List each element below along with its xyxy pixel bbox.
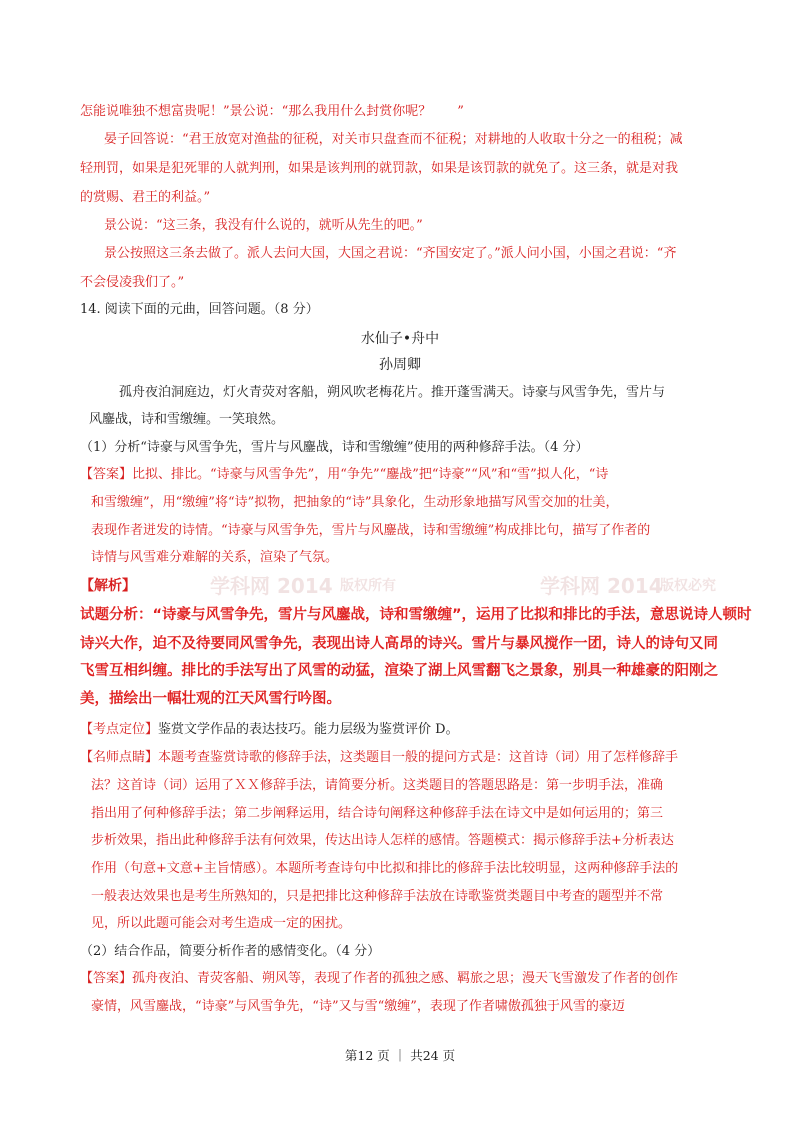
analysis-line-1: 试题分析：“诗豪与风雪争先，雪片与风鏖战，诗和雪缴缠”，运用了比拟和排比的手法，意思说诗人顿时 bbox=[80, 607, 752, 623]
page-footer: 第12 页 ｜ 共24 页 bbox=[344, 1048, 456, 1063]
sub1-answer-line-3: 表现作者迸发的诗情。“诗豪与风雪争先，雪片与风鏖战，诗和雪缴缠”构成排比句，描写了作者的 bbox=[91, 523, 651, 538]
question-14-stem: 14. 阅读下面的元曲，回答问题。（8 分） bbox=[80, 302, 319, 317]
sub2-answer-line-1 bbox=[80, 970, 800, 988]
sub1-answer-line-2: 和雪缴缠”，用“缴缠”将“诗”拟物，把抽象的“诗”具象化，生动形象地描写风雪交加的壮美， bbox=[91, 495, 619, 510]
sub-question-1: （1）分析“诗豪与风雪争先，雪片与风鏖战，诗和雪缴缠”使用的两种修辞手法。（4 分） bbox=[80, 440, 589, 455]
teacher-comment-tag: 【名师点睛】 bbox=[80, 750, 159, 765]
passage-line-4: 的赏赐、君王的利益。” bbox=[80, 190, 211, 205]
test-point bbox=[80, 721, 800, 739]
sub2-answer-line-2: 豪情，风雪鏖战，“诗豪”与风雪争先，“诗”又与雪“缴缠”，表现了作者啸傲孤独于风雪的豪迈 bbox=[91, 999, 625, 1014]
passage-line-2: 晏子回答说：“君王放宽对渔盐的征税，对关市只盘查而不征税；对耕地的人收取十分之一的租税；减 bbox=[104, 132, 683, 147]
analysis-heading: 【解析】 bbox=[80, 578, 136, 594]
answer-tag: 【答案】 bbox=[80, 467, 133, 482]
analysis-line-3: 飞雪互相纠缠。排比的手法写出了风雪的动猛，渲染了湖上风雪翻飞之景象，别具一种雄豪的阳刚之 bbox=[80, 663, 718, 679]
watermark-3: 学科网 2014 bbox=[540, 574, 663, 598]
teacher-comment-line-4: 步析效果，指出此种修辞手法有何效果，传达出诗人怎样的感情。答题模式：揭示修辞手法+分析表达 bbox=[91, 833, 674, 848]
sub2-answer-text-1: 孤舟夜泊、青荧客船、朔风等，表现了作者的孤独之感、羁旅之思；漫天飞雪激发了作者的创作 bbox=[132, 971, 679, 986]
poem-author: 孙周卿 bbox=[379, 357, 421, 373]
answer-tag: 【答案】 bbox=[80, 971, 133, 986]
teacher-comment-line-7: 见，所以此题可能会对考生造成一定的困扰。 bbox=[91, 916, 352, 931]
test-point-text: 鉴赏文学作品的表达技巧。能力层级为鉴赏评价 D。 bbox=[158, 722, 459, 737]
watermark-1: 学科网 2014 bbox=[210, 574, 333, 598]
sub1-answer-text-1: 比拟、排比。“诗豪与风雪争先”，用“争先”“鏖战”把“诗豪”“风”和“雪”拟人化，“诗 bbox=[132, 467, 609, 482]
watermark-4: 版权必究 bbox=[660, 578, 716, 594]
sub1-answer-line-1 bbox=[80, 466, 800, 484]
poem-line-2: 风鏖战，诗和雪缴缠。一笑琅然。 bbox=[89, 412, 285, 427]
poem-line-1: 孤舟夜泊洞庭边，灯火青荧对客船，朔风吹老梅花片。推开蓬雪满天。诗豪与风雪争先，雪片与 bbox=[119, 385, 666, 400]
teacher-comment-line-6: 一般表达效果也是考生所熟知的，只是把排比这种修辞手法放在诗歌鉴赏类题目中考查的题型并不常 bbox=[91, 889, 664, 904]
sub-question-2: （2）结合作品，简要分析作者的感情变化。（4 分） bbox=[80, 944, 381, 959]
sub1-answer-line-4: 诗情与风雪难分难解的关系，渲染了气氛。 bbox=[91, 550, 339, 565]
analysis-line-4: 美，描绘出一幅壮观的江天风雪行吟图。 bbox=[80, 691, 341, 707]
teacher-comment-line-2: 法？这首诗（词）运用了ＸＸ修辞手法，请简要分析。这类题目的答题思路是：第一步明手法，准确 bbox=[91, 778, 664, 793]
teacher-comment-line-3: 指出用了何种修辞手法；第二步阐释运用，结合诗句阐释这种修辞手法在诗文中是如何运用的；第三 bbox=[91, 806, 664, 821]
test-point-tag: 【考点定位】 bbox=[80, 722, 159, 737]
teacher-comment-line-5: 作用（句意+文意+主旨情感）。本题所考查诗句中比拟和排比的修辞手法比较明显，这两种修辞手法的 bbox=[91, 861, 679, 876]
passage-line-3: 轻刑罚，如果是犯死罪的人就判刑，如果是该判刑的就罚款，如果是该罚款的就免了。这三条，就是对我 bbox=[80, 161, 679, 176]
poem-title: 水仙子•舟中 bbox=[360, 331, 440, 347]
passage-line-1: 怎能说唯独不想富贵呢！”景公说：“那么我用什么封赏你呢？ ” bbox=[80, 104, 464, 119]
watermark-2: 版权所有 bbox=[340, 578, 396, 594]
passage-line-7: 不会侵凌我们了。” bbox=[80, 275, 185, 290]
passage-line-5: 景公说：“这三条，我没有什么说的，就听从先生的吧。” bbox=[104, 218, 423, 233]
passage-line-6: 景公按照这三条去做了。派人去问大国，大国之君说：“齐国安定了。”派人问小国，小国之君说：“齐 bbox=[104, 246, 677, 261]
analysis-line-2: 诗兴大作，迫不及待要同风雪争先，表现出诗人高昂的诗兴。雪片与暴风搅作一团，诗人的诗句又同 bbox=[80, 636, 718, 652]
teacher-comment-line-1 bbox=[80, 749, 800, 767]
teacher-comment-text-1: 本题考查鉴赏诗歌的修辞手法，这类题目一般的提问方式是：这首诗（词）用了怎样修辞手 bbox=[158, 750, 679, 765]
